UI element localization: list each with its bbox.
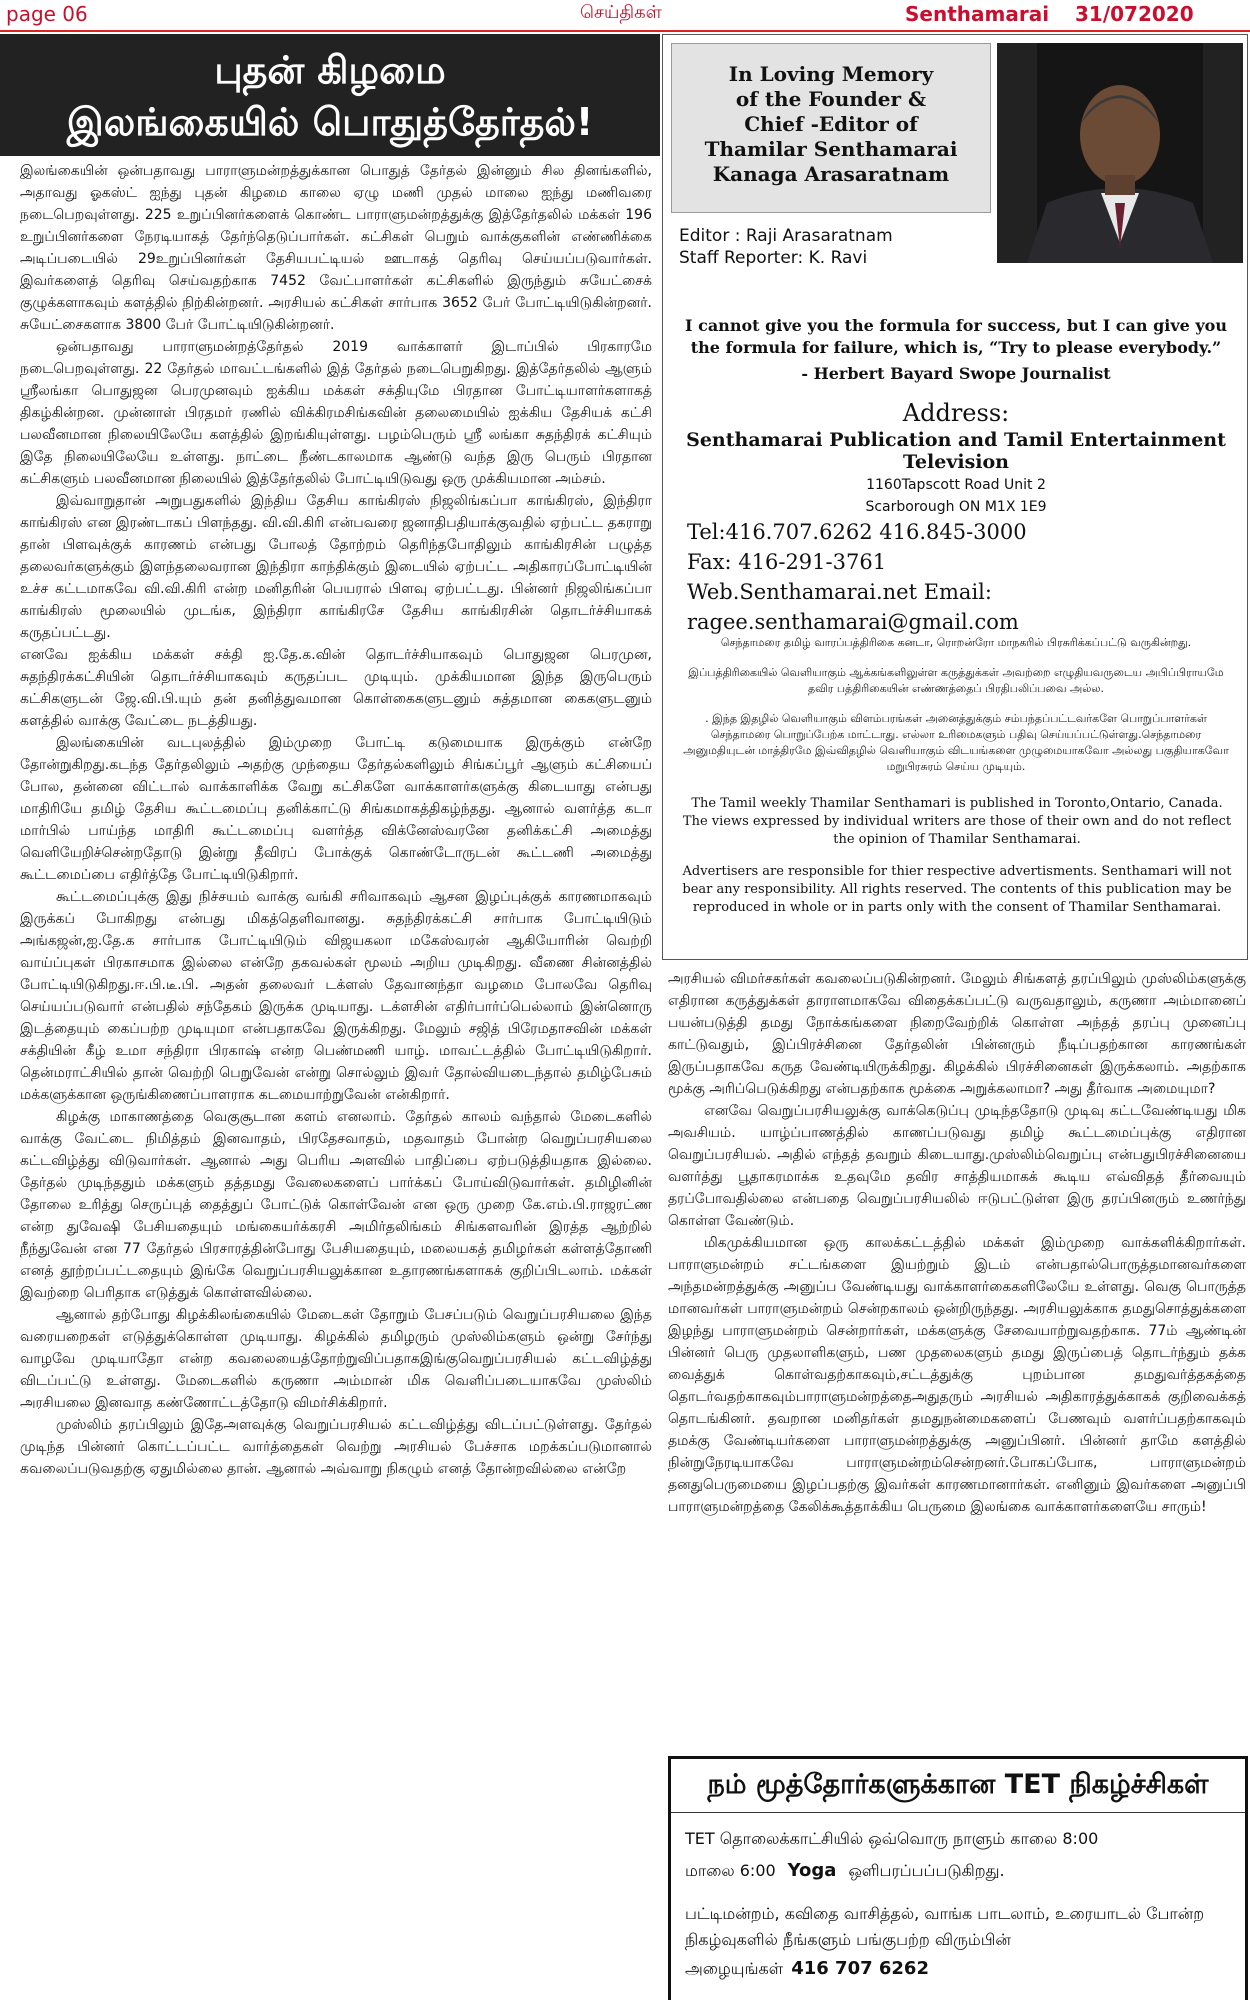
- memorial-box: [671, 43, 991, 213]
- memorial-line: of the Founder &: [735, 87, 927, 111]
- article-right-column: [668, 968, 1246, 1752]
- tamil-note: இப்பத்திரிகையில் வெளியாகும் ஆக்கங்களிலுள்ள கருத்துக்கள் அவற்றை எழுதியவருடைய அபிப்பிராயமே தவிர பத்திரிகையின் எண்ணத்தைப் பிரதிபலிப்பவை அல்ல.: [688, 666, 1224, 695]
- staff-credits: [679, 225, 893, 269]
- headline-line-1: புதன் கிழமை: [214, 48, 446, 92]
- quote-block: [673, 315, 1239, 385]
- paragraph: மிகமுக்கியமான ஒரு காலக்கட்டத்தில் மக்கள் இம்முறை வாக்களிக்கிறார்கள். பாராளுமன்றம் சட்டங்களை இயற்றும் இடம் என்பதால்பொருத்தமானவர்களை அந்தமன்றத்துக்கு அனுப்ப வேண்டியது வாக்காளர்கைகளிலேயே உள்ளது. வெகு பொருத்த மானவர்கள் பாராளுமன்றம் சென்றகாலம் ஒன்றிருந்தது. அரசியலுக்காக தமதுசொத்துக்களை இழந்து பாராளுமன்றம் சென்றார்கள், மக்களுக்கு சேவையாற்றுவதற்காக. 77ம் ஆண்டின் பின்னர் பெரு முதலாளிகளும், பண முதலைகளும் தமது இருப்பைத் தொடர்ந்தும் தக்க வைத்துக் கொள்வதற்காகவும்,சட்டத்துக்கு புறம்பான தமதுவர்த்தகத்தை தொடர்வதற்காகவும்பாராளுமன்றத்தைஅதுதரும் அரசியல் அதிகாரத்துக்காகக் குறிவைக்கத் தொடங்கினர். தவறான மனிதர்கள் தமதுநன்மைகளைப் பேணவும் வளர்ப்பதற்காகவும் தமக்கு வேண்டியர்களை பாராளுமன்றத்துக்கு அனுப்பினர். பின்னர் தாமே களத்தில் நின்றுநேரடியாகவே பாராளுமன்றம்சென்றனர்.போகப்போக, பாராளுமன்றம் தனதுபெருமையை இழப்பதற்கு இவர்கள் காரணமானார்கள். எனினும் இவர்களை அனுப்பி பாராளுமன்றத்தை கேலிக்கூத்தாக்கிய பெருமை இலங்கை வாக்காளர்களையே சாரும்!: [668, 1235, 1246, 1515]
- tet-call-line: [685, 1953, 1231, 1985]
- address-heading: Address:: [902, 399, 1010, 427]
- memorial-line: Thamilar Senthamarai: [704, 137, 958, 161]
- page-number: page 06: [6, 2, 88, 26]
- tet-schedule-line-2: [685, 1855, 1231, 1887]
- quote-text: I cannot give you the formula for success, but I can give you the formula for failure, which is, “Try to please everybody.”: [685, 316, 1227, 357]
- editor-credit: Editor : Raji Arasaratnam: [679, 226, 893, 246]
- reporter-credit: Staff Reporter: K. Ravi: [679, 248, 868, 268]
- evening-time: மாலை 6:00: [685, 1861, 776, 1880]
- masthead-info-box: [662, 34, 1248, 960]
- tet-programs-box: [668, 1756, 1248, 2000]
- paragraph: ஒன்பதாவது பாராளுமன்றத்தேர்தல் 2019 வாக்காளர் இடாப்பில் பிரகாரமே நடைபெறவுள்ளது. 22 தேர்தல் மாவட்டங்களில் இத் தேர்தல் நடைபெறுகிறது. இத்தேர்தலில் ஆளும் ஸ்ரீலங்கா பொதுஜன பெரமுனவும் ஐக்கிய மக்கள் சக்தியுமே பிரதான போட்டியாளர்களாகத் திகழ்கின்றன. முன்னாள் பிரதமர் ரணில் விக்கிரமசிங்கவின் தலைமையில் ஐக்கிய தேசியக் கட்சி பலவீனமான நிலையிலேயே களத்தில் இறங்கியுள்ளது. பழம்பெரும் ஸ்ரீ லங்கா சுதந்திரக் கட்சியும் இதே நிலையிலேயே உள்ளது. நாட்டை நீண்டகாலமாக ஆண்டு வந்த இரு பெரும் பிரதான கட்சிகளும் பலவீனமான நிலையில் இத்தேர்தலில் போட்டியிடுவது ஒரு முக்கியமான அம்சம்.: [20, 339, 652, 487]
- phone-number: 416 707 6262: [791, 1958, 929, 1979]
- paragraph: அரசியல் விமர்சகர்கள் கவலைப்படுகின்றனர். மேலும் சிங்களத் தரப்பிலும் முஸ்லிம்களுக்கு எதிரான கருத்துக்கள் தாராளமாகவே விதைக்கப்பட்டு வருவதாலும், கருணா அம்மானைப் பயன்படுத்தி தமது நோக்கங்களை நிறைவேற்றிக் கொள்ள அந்தத் தரப்பு முனைப்பு காட்டுவதும், இப்பிரச்சினை தேர்தலின் பின்னரும் நீடிப்பதற்கான காரணங்கள் இருப்பதாகவே கருத வேண்டியிருக்கிறது. கிழக்கில் பிரச்சினைகள் இருக்கலாம். அதற்காக மூக்கு அரிப்பெடுக்கிறது என்பதற்காக மூக்கை அறுக்கலாமா? அது தீர்வாக அமையுமா?: [668, 971, 1246, 1097]
- web-email: Web.Senthamarai.net Email: ragee.senthamarai@gmail.com: [687, 580, 1019, 634]
- paragraph: இலங்கையின் வடபுலத்தில் இம்முறை போட்டி கடுமையாக இருக்கும் என்றே தோன்றுகிறது.கடந்த தேர்தலிலும் அதற்கு முந்தைய தேர்தல்களிலும் சிங்கப்பூர் ஆளும் கட்சியைப் போல, தன்னை விட்டால் வாக்காளிக்க வேறு கட்சிகளே வாக்காளர்களுக்கு கிடையாது என்பது மாதிரியே தமிழ் தேசிய கூட்டமைப்பு தனிக்காட்டு சிங்கமாகத்திகழ்ந்தது. ஆனால் வளர்த்த கடா மார்பில் பாய்ந்த மாதிரி கூட்டமைப்பு வளர்த்த விக்னேஸ்வரனே தனிக்கட்சி அமைத்து வெளியேறிச்சென்றதோடு இன்று தீவிரப் போக்குக் கொண்டோருடன் கூட்டணி அமைத்து கூட்டமைப்பை எதிர்த்தே போட்டியிடுகிறார்.: [20, 735, 652, 883]
- newspaper-name: Senthamarai: [905, 2, 1050, 26]
- english-note: Advertisers are responsible for thier respective advertisments. Senthamari will not bear any responsibility. All rights reserved. The contents of this publication may be reproduced in whole or in parts only with the consent of Thamilar Senthamarai.: [682, 864, 1232, 915]
- paragraph: ஆனால் தற்போது கிழக்கிலங்கையில் மேடைகள் தோறும் பேசப்படும் வெறுப்பரசியலை இந்த வரையறைகள் எடுத்துக்கொள்ள முடியாது. கிழக்கில் தமிழரும் முஸ்லிம்களும் ஒன்று சேர்ந்து வாழவே முடியாதோ என்ற கவலையைத்தோற்றுவிப்பதாகஇங்குவெறுப்பரசியல் கட்டவிழ்த்து விடப்பட்டு உள்ளது. மேடைகளில் கருணா அம்மான் மிக வெளிப்படையாகவே முஸ்லிம் அரசியலை இனவாத கண்ணோட்டத்தோடு விமர்சிக்கிறார்.: [20, 1307, 652, 1411]
- address-block: [673, 399, 1239, 637]
- headline-line-2: இலங்கையில் பொதுத்தேர்தல்!: [66, 100, 594, 144]
- founder-photo: [997, 43, 1243, 263]
- memorial-line: Kanaga Arasaratnam: [712, 162, 950, 186]
- paragraph: இலங்கையின் ஒன்பதாவது பாராளுமன்றத்துக்கான பொதுத் தேர்தல் இன்னும் சில தினங்களில், அதாவது ஓகஸ்ட் ஐந்து புதன் கிழமை காலை ஏழு மணி முதல் மாலை ஐந்து மணிவரை நடைபெறவுள்ளது. 225 உறுப்பினர்களைக் கொண்ட பாராளுமன்றத்துக்கு இத்தேர்தலில் மக்கள் 196 உறுப்பினர்களை நேரடியாகத் தேர்ந்தெடுப்பார்கள். கட்சிகள் பெறும் வாக்குகளின் எண்ணிக்கை அடிப்படையில் 29உறுப்பினர்கள் தேசியபட்டியல் ஊடாகத் தெரிவு செய்யப்படுவார்கள். இவர்களைத் தெரிவு செய்வதற்காக 7452 வேட்பாளர்கள் கட்சிகளில் இருந்தும் சுயேட்சைக் குழுக்களாகவும் களத்தில் நிற்கின்றனர். அரசியல் கட்சிகள் சார்பாக 3652 பேர் போட்டியிடுகின்றனர். சுயேட்சைகளாக 3800 பேர் போட்டியிடுகின்றனர்.: [20, 163, 652, 333]
- city-address: Scarborough ON M1X 1E9: [865, 499, 1047, 515]
- paragraph: முஸ்லிம் தரப்பிலும் இதேஅளவுக்கு வெறுப்பரசியல் கட்டவிழ்த்து விடப்பட்டுள்ளது. தேர்தல் முடிந்த பின்னர் கொட்டப்பட்ட வார்த்தைகள் வெற்று அரசியல் பேச்சாக மறக்கப்படுமானால் கவலைப்படுவதற்கு ஏதுமில்லை தான். ஆனால் அவ்வாறு நிகழும் எனத் தோன்றவில்லை என்றே: [20, 1417, 652, 1477]
- paragraph: கிழக்கு மாகாணத்தை வெகுசூடான களம் எனலாம். தேர்தல் காலம் வந்தால் மேடைகளில் வாக்கு வேட்டை நிமித்தம் இனவாதம், பிரதேசவாதம், மதவாதம் போன்ற வெறுப்பரசியலை கட்டவிழ்த்து விடுவார்கள். ஆனால் அது பெரிய அளவில் பாதிப்பை ஏற்படுத்தியதாக இல்லை. தேர்தல் முடிந்ததும் மக்களும் தத்தமது வேலைகளைப் பார்க்கப் போய்விடுவார்கள். தமிழினின் தோலை உரித்து செருப்புத் தைத்துப் போட்டுக் கொள்வேன் என ஒரு முறை கே.எம்.பி.ராஜரட்ண என்ற துவேஷி பேசியதையும் மங்கையர்க்கரசி அமிர்தலிங்கம் சிங்களவரின் இரத்த ஆற்றில் நீந்துவேன் என 77 தேர்தல் பிரசாரத்தின்போது பேசியதையும், மலையகத் தமிழர்கள் கள்ளத்தோணி எனத் தூற்றப்பட்டதையும் இங்கே வெறுப்பரசியலுக்கான உதாரணங்களாகக் குறிப்பிடலாம். மக்கள் இவற்றை பெரிதாக எடுத்துக் கொள்ளவில்லை.: [20, 1109, 652, 1301]
- founder-portrait-icon: [997, 43, 1243, 263]
- paragraph: இவ்வாறுதான் அறுபதுகளில் இந்திய தேசிய காங்கிரஸ் நிஜலிங்கப்பா காங்கிரஸ், இந்திரா காங்கிரஸ் என இரண்டாகப் பிளந்தது. வி.வி.கிரி என்பவரை ஜனாதிபதியாக்குவதில் ஏற்பட்ட தகராறு தான் பிளவுக்குக் காரணம் என்பது போலத் தோற்றம் தெரிந்தபோதிலும் காங்கிரசின் பழுத்த தலைவர்களுக்கும் இளந்தலைவரான இந்திரா காந்திக்கும் இடையில் ஏற்பட்ட அதிகாரப்போட்டியின் உச்ச கட்டமாகவே வி.வி.கிரி என்ற மனிதரின் பெயரால் பிளவு ஏற்பட்டது. பின்னர் நிஜலிங்கப்பா காங்கிரஸ் மூலையில் முடங்க, இந்திரா காங்கிரசே தேசிய காங்கிரசின் தொடர்ச்சியாகக் கருதப்பட்டது.: [20, 493, 652, 641]
- street-address: 1160Tapscott Road Unit 2: [866, 477, 1046, 493]
- headline-banner: [0, 34, 660, 156]
- tamil-note: . இந்த இதழில் வெளியாகும் விளம்பரங்கள் அனைத்துக்கும் சம்பந்தப்பட்டவர்களே பொறுப்பாளர்கள் செந்தாமரை பொறுப்பேற்க மாட்டாது. எல்லா உரிமைகளும் பதிவு செய்யப்பட்டுள்ளது.செந்தாமரை அனுமதியுடன் மாத்திரமே இவ்விதழில் வெளியாகும் விடயங்களை முழுமையாகவோ அல்லது பகுதியாகவோ மறுபிரசுரம் செய்ய முடியும்.: [683, 712, 1229, 773]
- call-label: அழையுங்கள்: [685, 1959, 784, 1978]
- issue-date: 31/072020: [1075, 2, 1194, 26]
- paragraph: எனவே ஐக்கிய மக்கள் சக்தி ஐ.தே.க.வின் தொடர்ச்சியாகவும் பொதுஜன பெரமுன, சுதந்திரக்கட்சியின் தொடர்ச்சியாகவும் கருதப்பட முடியும். முக்கியமான இந்த இருபெரும் கட்சிகளுடன் ஜே.வி.பி.யும் தன் தனித்துவமான கொள்கைகளுடனும் சுத்தமான கைகளுடனும் களத்தில் வாக்கு வேட்டை நடத்தியது.: [20, 647, 652, 729]
- memorial-line: Chief -Editor of: [744, 112, 918, 136]
- fax: Fax: 416-291-3761: [687, 550, 887, 574]
- paragraph: எனவே வெறுப்பரசியலுக்கு வாக்கெடுப்பு முடிந்ததோடு முடிவு கட்டவேண்டியது மிக அவசியம். யாழ்ப்பாணத்தில் காணப்படுவது தமிழ் கூட்டமைப்புக்கு எதிரான வெறுப்பரசியல். அதில் எந்தத் தவறும் கிடையாது.முஸ்லிம்வெறுப்பு என்பதுபிரச்சினையை வளர்த்து பூதாகரமாக்க உதவுமே தவிர சாத்தியமாகக் கூடிய எவ்விதத் தீர்வையும் தரப்போவதில்லை என்பதை வெறுப்பரசியலில் ஈடுபட்டுள்ள இரு தரப்பினரும் உணர்ந்து கொள்ள வேண்டும்.: [668, 1103, 1246, 1229]
- tet-title: நம் மூத்தோர்களுக்கான TET நிகழ்ச்சிகள்: [707, 1769, 1209, 1800]
- publisher-name: Senthamarai Publication and Tamil Entertainment Television: [686, 429, 1226, 473]
- tet-invite: பட்டிமன்றம், கவிதை வாசித்தல், வாங்க பாடலாம், உரையாடல் போன்ற நிகழ்வுகளில் நீங்களும் பங்குபற்ற விரும்பின்: [685, 1904, 1205, 1949]
- english-note: The Tamil weekly Thamilar Senthamari is published in Toronto,Ontario, Canada. The views expressed by individual writers are those of their own and do not reflect the opinion of Thamilar Senthamarai.: [682, 796, 1232, 847]
- section-title: செய்திகள்: [580, 2, 662, 23]
- tamil-note: செந்தாமரை தமிழ் வாரப்பத்திரிகை கனடா, ரொறன்ரோ மாநகரில் பிரசுரிக்கப்பட்டு வருகின்றது.: [720, 636, 1192, 649]
- tet-body: [671, 1813, 1245, 1995]
- page-header: [0, 0, 1250, 32]
- telephone: Tel:416.707.6262 416.845-3000: [687, 520, 1027, 544]
- tet-schedule-line: TET தொலைக்காட்சியில் ஒவ்வொரு நாளும் காலை 8:00: [685, 1829, 1099, 1848]
- paragraph: கூட்டமைப்புக்கு இது நிச்சயம் வாக்கு வங்கி சரிவாகவும் ஆசன இழப்புக்குக் காரணமாகவும் இருக்கப் போகிறது என்பது மிகத்தெளிவானது. சுதந்திரக்கட்சி சார்பாக போட்டியிடும் அங்கஜன்,ஐ.தே.க சார்பாக போட்டியிடும் விஜயகலா மகேஸ்வரன் ஆகியோரின் வெற்றி வாய்ப்புகள் பிரகாசமாக இல்லை என்றே தகவல்கள் மூலம் அறிய முடிகிறது. வீணை சின்னத்தில் போட்டியிடுகிறது.ஈ.பி.டீ.பி. அதன் தலைவர் டக்ளஸ் தேவானந்தா வழமை போலவே தெரிவு செய்யப்படுவார் என்பதில் சந்தேகம் இருக்க முடியாது. டக்ளசின் எதிர்பார்ப்பெல்லாம் இன்னொரு இடத்தையும் கைப்பற்ற முடியுமா என்பதாகவே இருக்கிறது. மேலும் சஜித் பிரேமதாசவின் மக்கள் சக்தியின் கீழ் உமா சந்திரா பிரகாஷ் என்ற பெண்மணி யாழ். மாவட்டத்தில் போட்டியிடுகிறார். தென்மராட்சியில் தான் வெற்றி பெறுவேன் என்று சொல்லும் இவர் தோல்வியடைந்தால் தமிழ்பேசும் மக்களுக்கான ஒருங்கிணைப்பாளராக கடமையாற்றுவேன் என்கிறார்.: [20, 889, 652, 1103]
- english-disclaimer: [679, 795, 1235, 931]
- yoga-label: Yoga: [787, 1860, 837, 1881]
- tamil-disclaimer: [683, 635, 1229, 789]
- quote-author: - Herbert Bayard Swope Journalist: [801, 364, 1111, 383]
- article-left-column: [20, 160, 652, 1996]
- broadcast-text: ஒளிபரப்பப்படுகிறது.: [848, 1861, 1005, 1880]
- memorial-line: In Loving Memory: [728, 62, 934, 86]
